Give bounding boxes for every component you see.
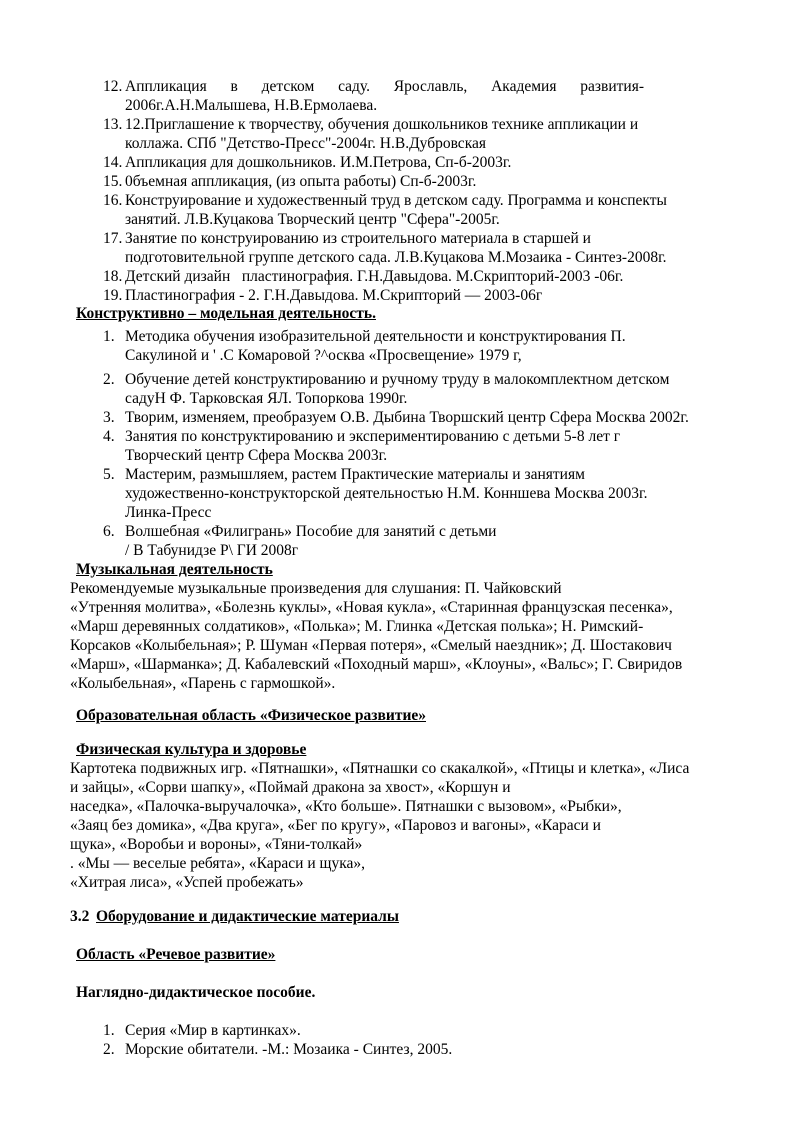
section-heading-physical-culture: Физическая культура и здоровье	[76, 741, 307, 758]
list-item-number: 4.	[103, 428, 115, 445]
paragraph-line: и зайцы», «Сорви шапку», «Поймай дракона за хвост», «Коршун и	[70, 779, 511, 796]
list-item-text: Серия «Мир в картинках».	[125, 1022, 301, 1039]
list-item-text: / В Табунидзе P\ ГИ 2008г	[125, 542, 299, 559]
list-item-number: 14.	[103, 154, 123, 171]
list-item-text: Занятия по конструктированию и экспериментированию с детьми 5-8 лет ᴦ	[125, 428, 621, 445]
list-item-text: 2006г.А.Н.Малышева, Н.В.Ермолаева.	[125, 97, 378, 114]
list-item-text: Конструирование и художественный труд в детском саду. Программа и конспекты	[125, 192, 667, 209]
list-item-text: Обучение детей конструктированию и ручному труду в малокомплектном детском	[125, 371, 670, 388]
list-item-number: 12.	[103, 78, 123, 95]
list-item-text: Методика обучения изобразительной деятельности и конструктирования П.	[125, 328, 626, 345]
list-item-number: 6.	[103, 523, 115, 540]
paragraph-line: наседка», «Палочка-выручалочка», «Кто больше». Пятнашки с вызовом», «Рыбки»,	[70, 798, 622, 815]
paragraph-line: «Заяц без домика», «Два круга», «Бег по кругу», «Паровоз и вагоны», «Караси и	[70, 817, 601, 834]
list-item-number: 3.	[103, 409, 115, 426]
list-item-number: 15.	[103, 173, 123, 190]
paragraph-line: . «Мы — веселые ребята», «Караси и щука»,	[70, 855, 365, 872]
list-item-number: 1.	[103, 328, 115, 345]
section-title: Оборудование и дидактические материалы	[96, 908, 399, 925]
section-number: 3.2	[70, 908, 90, 925]
list-item-number: 2.	[103, 371, 115, 388]
paragraph-line: «Колыбельная», «Парень с гармошкой».	[70, 675, 336, 692]
paragraph-line: «Хитрая лиса», «Успей пробежать»	[70, 874, 304, 891]
list-item-number: 18.	[103, 268, 123, 285]
paragraph-line: щука», «Воробьи и вороны», «Тяни-толкай»	[70, 836, 363, 853]
list-item-text: Линка-Пресс	[125, 504, 212, 521]
section-heading-visual: Наглядно-дидактическое пособие.	[76, 984, 316, 1001]
list-item-text: Волшебная «Филигрань» Пособие для занятий с детьми	[125, 523, 497, 540]
section-heading-constructive: Конструктивно – модельная деятельность.	[76, 305, 376, 322]
list-item-text: коллажа. СПб "Детство-Пресс"-2004г. Н.В.Дубровская	[125, 135, 486, 152]
paragraph-line: Корсаков «Колыбельная»; Р. Шуман «Первая потеря», «Смелый наездник»; Д. Шостакович	[70, 637, 672, 654]
section-heading-physical-area: Образовательная область «Физическое развитие»	[76, 707, 426, 724]
paragraph-line: «Марш», «Шарманка»; Д. Кабалевский «Походный марш», «Клоуны», «Вальс»; Г. Свиридов	[70, 656, 683, 673]
list-item-number: 5.	[103, 466, 115, 483]
list-item-number: 19.	[103, 287, 123, 304]
paragraph-line: «Марш деревянных солдатиков», «Полька»; М. Глинка «Детская полька»; Н. Римский-	[70, 618, 644, 635]
list-item-text: художественно-конструкторской деятельностью Н.М. Конншева Москва 2003г.	[125, 485, 648, 502]
section-heading-music: Музыкальная деятельность	[76, 561, 273, 578]
list-item-text: садуН Ф. Тарковская ЯЛ. Топоркова 1990г.	[125, 390, 408, 407]
list-item-text: Занятие по конструированию из строительного материала в старшей и	[125, 230, 591, 247]
paragraph-line: Картотека подвижных игр. «Пятнашки», «Пятнашки со скакалкой», «Птицы и клетка», «Лиса	[70, 760, 690, 777]
list-item-text: Пластинография - 2. Г.Н.Давыдова. М.Скрипторий — 2003-06г	[125, 287, 543, 304]
list-item-text: Аппликация для дошкольников. И.М.Петрова, Сп-б-2003г.	[125, 154, 512, 171]
list-item-text: 12.Приглашение к творчеству, обучения дошкольников технике аппликации и	[125, 116, 639, 133]
list-item-text: занятий. Л.В.Куцакова Творческий центр "Сфера"-2005г.	[125, 211, 500, 228]
list-item-text: Аппликация в детском саду. Ярославль, Академия развития-	[125, 78, 644, 95]
list-item-number: 13.	[103, 116, 123, 133]
list-item-number: 17.	[103, 230, 123, 247]
list-item-text: Творим, изменяем, преобразуем О.В. Дыбина Творшский центр Сфера Москва 2002г.	[125, 409, 689, 426]
paragraph-line: Рекомендуемые музыкальные произведения для слушания: П. Чайковский	[70, 580, 562, 597]
list-item-number: 1.	[103, 1022, 115, 1039]
list-item-text: Морские обитатели. -М.: Мозаика - Синтез, 2005.	[125, 1041, 453, 1058]
list-item-text: Сакулиной и ' .С Комаровой ?^осква «Просвещение» 1979 г,	[125, 347, 522, 364]
list-item-text: подготовительной группе детского сада. Л.В.Куцакова М.Мозаика - Синтез-2008г.	[125, 249, 667, 266]
list-item-text: Творческий центр Сфера Москва 2003г.	[125, 447, 388, 464]
list-item-text: Детский дизайн пластинография. Г.Н.Давыдова. М.Скрипторий-2003 -06г.	[125, 268, 624, 285]
list-item-number: 2.	[103, 1041, 115, 1058]
section-heading-speech: Область «Речевое развитие»	[76, 946, 276, 963]
paragraph-line: «Утренняя молитва», «Болезнь куклы», «Новая кукла», «Старинная французская песенка»,	[70, 599, 673, 616]
list-item-number: 16.	[103, 192, 123, 209]
list-item-text: Мастерим, размышляем, растем Практические материалы и занятиям	[125, 466, 585, 483]
list-item-text: 0бъемная аппликация, (из опыта работы) Сп-б-2003г.	[125, 173, 477, 190]
